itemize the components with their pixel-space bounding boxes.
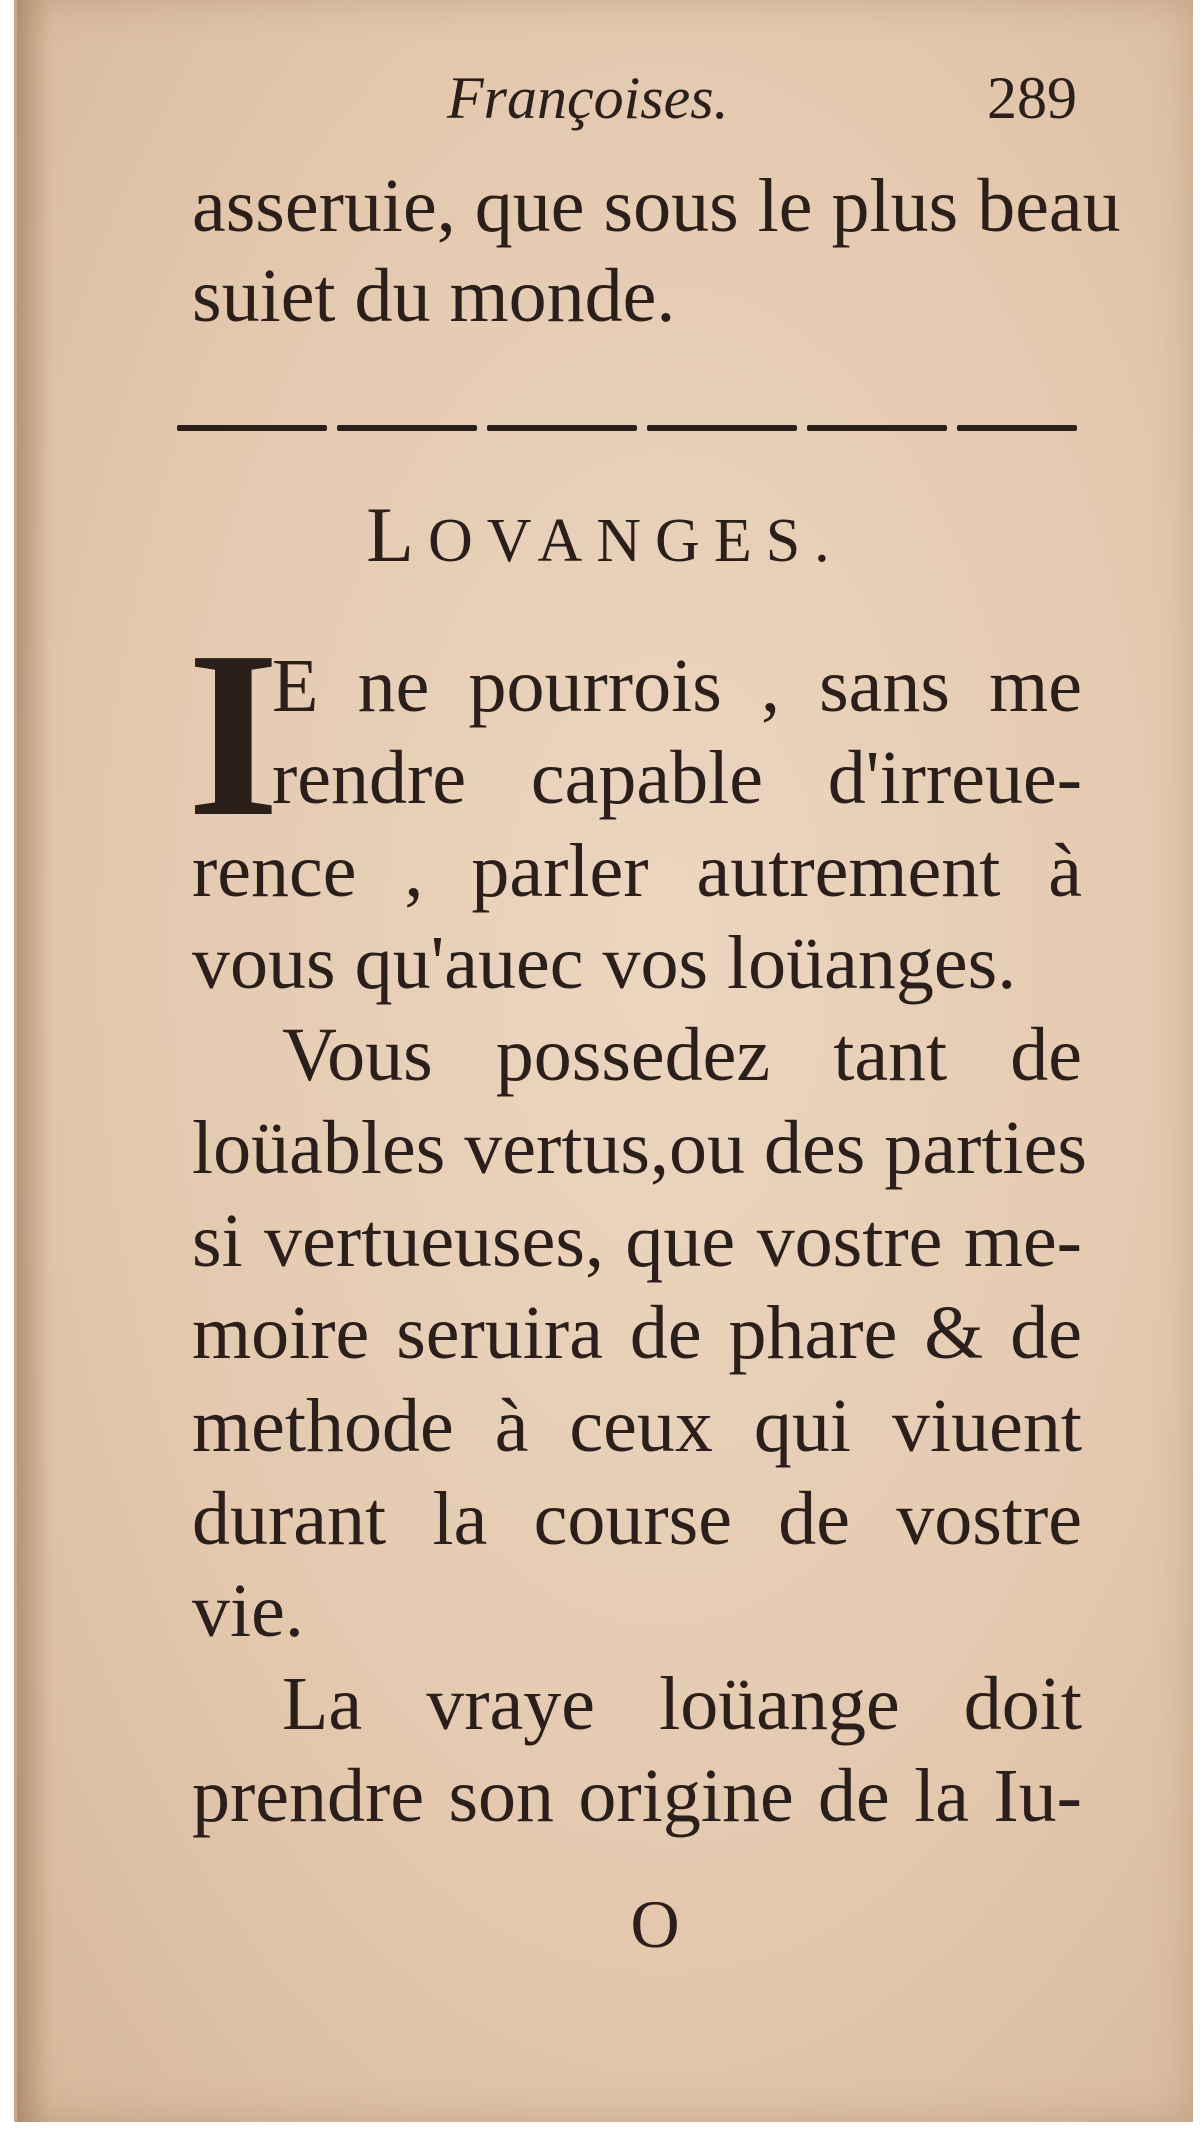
signature-mark: O <box>630 1886 680 1962</box>
text-line: suiet du monde. <box>192 254 676 338</box>
text-line: rendre capable d'irreue- <box>272 736 1082 820</box>
running-head <box>177 64 1077 144</box>
running-title: Françoises. <box>447 65 729 131</box>
text-line: rence , parler autrement à <box>192 829 1082 913</box>
drop-cap: I <box>187 603 280 866</box>
text-line: asseruie, que sous le plus beau <box>192 164 1121 248</box>
text-line: moire seruira de phare & de <box>192 1291 1082 1375</box>
text-line: methode à ceux qui viuent <box>192 1384 1082 1468</box>
text-line: vie. <box>192 1569 304 1653</box>
text-line: Vous possedez tant de <box>282 1013 1082 1097</box>
text-line: durant la course de vostre <box>192 1477 1082 1561</box>
ornamental-rule <box>177 418 1077 438</box>
text-line: La vraye loüange doit <box>282 1662 1082 1746</box>
text-line: vous qu'auec vos loüanges. <box>192 921 1017 1005</box>
text-line: prendre son origine de la Iu- <box>192 1754 1082 1838</box>
section-heading: LOVANGES. <box>366 491 844 578</box>
text-line: si vertueuses, que vostre me- <box>192 1199 1082 1283</box>
page-gutter-shadow <box>17 0 51 2122</box>
text-line: E ne pourrois , sans me <box>272 644 1082 728</box>
book-page <box>14 0 1193 2122</box>
text-line: loüables vertus,ou des parties <box>192 1106 1087 1190</box>
page-number: 289 <box>987 65 1077 131</box>
